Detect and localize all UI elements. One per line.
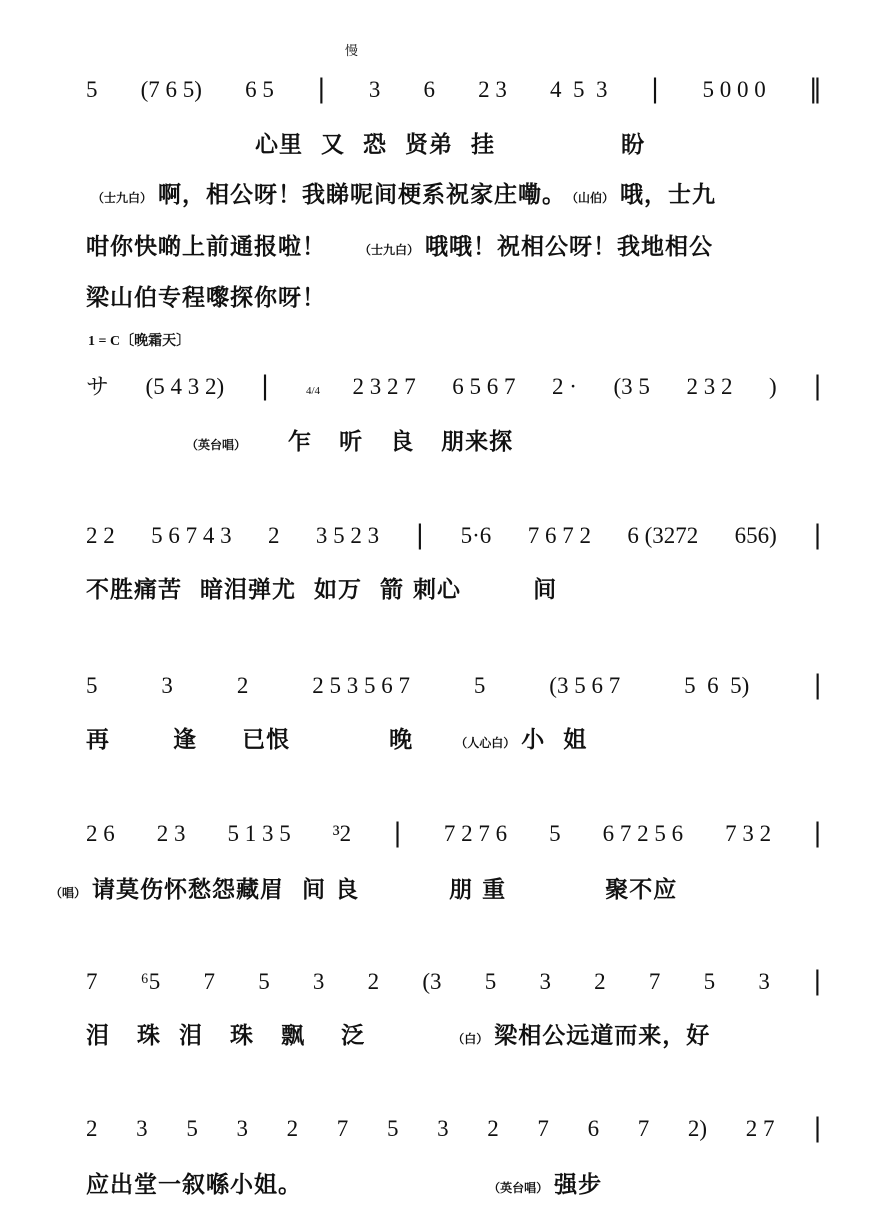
note-group: 5 [473,673,486,698]
bar-line: | [813,818,822,848]
note-group: (7 6 5) [140,77,202,102]
role-label: （士九白） [92,191,153,205]
lyric-text: 心里 又 恐 贤弟 挂 盼 [255,132,646,158]
note-group: 6 (3272 [627,523,699,548]
notation-line [86,818,822,848]
note-group: 5 1 3 5 [227,821,291,846]
note-group: 5 [86,77,98,102]
lyric-text: 哦哦！祝相公呀！我地相公 [425,234,714,260]
note-group: サ [86,374,109,399]
notation-line [86,1113,822,1143]
note-group: 6 [423,77,435,102]
lyric-line [86,1166,602,1199]
note-group: 5 0 0 0 [702,77,766,102]
role-label: （山伯） [572,191,615,205]
lyric-text: 不胜痛苦 暗泪弹尤 如万 箭 刺心 间 [86,577,558,603]
role-label: （唱） [50,886,87,900]
bar-line: | [813,670,822,700]
bar-line: | [650,74,660,104]
note-group: 3 [136,1116,148,1141]
note-group: 3 [758,969,770,994]
lyric-line [44,871,677,904]
lyric-line [86,1017,710,1050]
bar-line: ‖ [808,74,822,104]
note-group: 2 5 3 5 6 7 [312,673,410,698]
bar-line: | [813,520,822,550]
note-group: 3 [437,1116,449,1141]
role-label: （英台唱） [186,438,247,452]
note-group: 2 [268,523,280,548]
note-group: 3 [161,673,173,698]
time-signature: 4/4 [305,385,320,397]
note-group: 2 3 [156,821,186,846]
note-group: 2 [236,673,249,698]
note-group: 2 [286,1116,299,1141]
note-group: 3 [368,77,381,102]
note-group: 5 6 5) [684,673,750,698]
tempo-marking: 慢 [345,43,359,58]
role-label: （白） [452,1032,489,1046]
lyric-text: 应出堂一叙喺小姐。 [86,1172,483,1198]
lyric-text: 哦，士九 [620,182,717,208]
dialogue-line [86,176,716,209]
note-group: 2 [86,1116,98,1141]
role-label: （人心白） [455,736,516,750]
lyric-text: 梁相公远道而来，好 [494,1023,711,1049]
bar-line: | [415,520,425,550]
note-group: 2 · [552,374,577,399]
notation-line [86,74,822,104]
notation-line [86,670,822,700]
lyric-text: 强步 [554,1172,603,1198]
lyric-line [255,126,645,159]
note-group: 5 [484,969,497,994]
lyric-text: 乍 听 良 朋来探 [252,429,514,455]
note-group: 5·6 [460,523,492,548]
bar-line: | [316,74,326,104]
note-group: 3 [312,969,325,994]
note-group: 2 [594,969,606,994]
note-group: 7 [648,969,661,994]
note-group: 656) [734,523,777,548]
lyric-line [180,423,513,456]
note-group: 6 5 [245,77,274,102]
note-group: 4 5 3 [549,77,608,102]
note-group: 6 5 6 7 [452,374,516,399]
note-group: 7 [637,1116,650,1141]
note-group: ) [768,374,777,399]
dialogue-line [86,279,326,312]
note-group: 7 3 2 [725,821,772,846]
lyric-line [86,721,587,754]
note-group: (5 4 3 2) [145,374,225,399]
note-group: 7 [336,1116,349,1141]
notation-line [86,368,822,401]
bar-line: | [813,1113,822,1143]
note-group: 2 2 [86,523,115,548]
note-group: 7 6 7 2 [527,523,591,548]
note-group: (3 5 6 7 [549,673,621,698]
lyric-text: 咁你快啲上前通报啦！ [86,234,354,260]
notation-line [86,520,822,550]
note-group: 7 [203,969,215,994]
note-group: 2) [687,1116,708,1141]
lyric-text: 梁山伯专程嚟探你呀！ [86,285,326,311]
note-group: 2 6 [86,821,115,846]
note-group: 5 [186,1116,198,1141]
note-group: 2 [367,969,380,994]
note-group: 3 5 2 3 [315,523,380,548]
note-group: 2 [487,1116,499,1141]
lyric-text: 再 逢 已恨 晚 [86,727,450,753]
note-group: ⁶5 [140,969,161,994]
note-group: ³2 [332,821,352,846]
note-group: 5 [549,821,561,846]
note-group: 7 2 7 6 [443,821,508,846]
note-group: 7 [86,969,98,994]
note-group: 2 7 [745,1116,775,1141]
note-group: (3 5 [613,374,650,399]
note-group: (3 [422,969,442,994]
dialogue-line [86,228,713,261]
lyric-text: 小 姐 [521,727,588,753]
note-group: 5 [86,673,98,698]
note-group: 6 7 2 5 6 [602,821,684,846]
role-label: （英台唱） [488,1181,549,1195]
lyric-text: 泪 珠 泪 珠 飘 泛 [86,1023,447,1049]
lyric-text: 请莫伤怀愁怨藏眉 间 良 朋 重 聚不应 [92,877,678,903]
bar-line: | [260,371,270,401]
note-group: 2 3 2 7 [352,374,416,399]
role-label: （士九白） [359,243,420,257]
note-group: 3 [236,1116,248,1141]
note-group: 2 3 [478,77,507,102]
bar-line: | [393,818,402,848]
notation-line [86,966,822,996]
bar-line: | [813,371,822,401]
note-group: 5 6 7 4 3 [151,523,232,548]
note-group: 5 [258,969,270,994]
lyric-line [86,571,557,604]
note-group: 2 3 2 [686,374,733,399]
lyric-text: 啊，相公呀！我睇呢间梗系祝家庄嘞。 [158,182,567,208]
note-group: 3 [539,969,551,994]
key-signature: 1 = C〔晚霜天〕 [88,334,191,349]
note-group: 5 [386,1116,399,1141]
note-group: 5 [703,969,716,994]
bar-line: | [813,966,822,996]
note-group: 7 [537,1116,549,1141]
note-group: 6 [587,1116,600,1141]
